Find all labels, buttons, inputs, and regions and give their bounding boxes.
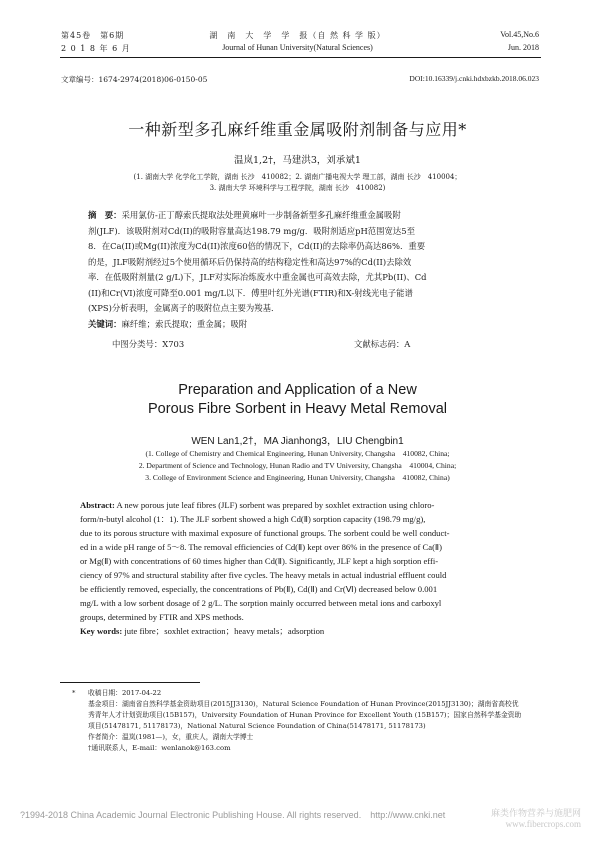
keywords-en-text: jute fibre；soxhlet extraction；heavy metals；adsorption <box>124 626 325 636</box>
fund-line: 基金项目：湖南省自然科学基金资助项目(2015JJ3130)，Natural Science Foundation of Hunan Province(2015JJ3130)；湖南省高校优 <box>88 700 519 708</box>
affiliation-en-line: 3. College of Environment Science and Engineering, Hunan University, Changsha 410082, China) <box>145 473 450 482</box>
journal-name-en: Journal of Hunan University(Natural Sciences) <box>222 43 373 52</box>
received-date: 收稿日期：2017-04-22 <box>88 689 162 697</box>
header-rule <box>60 57 541 58</box>
author-bio: 作者简介：温岚(1981—)，女，重庆人，湖南大学博士 <box>88 733 254 741</box>
abstract-cn-line: (XPS)分析表明，金属离子的吸附位点主要为羧基． <box>88 303 280 313</box>
keywords-en-label: Key words: <box>80 626 123 636</box>
title-en <box>40 381 555 419</box>
watermark <box>491 806 581 829</box>
authors-en: WEN Lan1,2†，MA Jianhong3，LIU Chengbin1 <box>191 436 404 447</box>
class-number: 中图分类号：X703 <box>112 339 185 349</box>
abstract-en-line: mg/L with a low sorbent dosage of 2 g/L. The sorption mainly occurred between metal ions and carboxyl <box>80 598 442 608</box>
abstract-cn-line: 剂(JLF)．该吸附剂对Cd(II)的吸附容量高达198.79 mg/g．吸附剂适应pH范围宽达5至 <box>88 225 416 236</box>
volume-issue-en: Vol.45,No.6 <box>500 30 539 39</box>
publication-date-cn: 2 0 1 8 年 6 月 <box>61 44 131 53</box>
copyright-footer: ?1994-2018 China Academic Journal Electronic Publishing House. All rights reserved. http://www.cnki.net <box>20 810 446 820</box>
affiliation-en-line: (1. College of Chemistry and Chemical Engineering, Hunan University, Changsha 410082, China; <box>145 449 450 458</box>
abstract-en <box>80 498 529 638</box>
publication-date-en: Jun. 2018 <box>507 43 539 52</box>
footnotes <box>88 688 548 754</box>
corresponding-author: †通讯联系人，E-mail：wenlanok@163.com <box>88 744 231 752</box>
watermark-url: www.fibercrops.com <box>505 819 581 829</box>
affiliations-cn <box>50 172 545 194</box>
document-code: 文献标志码：A <box>354 339 411 349</box>
fund-line: 项目(51478171, 51178173)，National Natural Science Foundation of China(51478171, 51178173) <box>88 722 426 730</box>
affiliations-en <box>40 448 555 484</box>
abstract-cn-line: 摘 要：采用氯仿-正丁醇索氏提取法处理黄麻叶一步制备新型多孔麻纤维重金属吸附 <box>88 210 401 220</box>
keywords-cn-text: 麻纤维；索氏提取；重金属；吸附 <box>121 318 248 329</box>
abstract-cn <box>88 208 511 332</box>
abstract-en-label: Abstract: <box>80 500 115 510</box>
volume-issue-cn: 第45卷 第6期 <box>61 31 125 40</box>
title-en-line: Preparation and Application of a New <box>178 382 417 398</box>
journal-name-cn: 湖 南 大 学 学 报（自 然 科 学 版） <box>209 31 386 40</box>
abstract-en-line: groups, determined by FTIR and XPS methods. <box>80 612 244 622</box>
keywords-cn-label: 关键词： <box>88 318 122 329</box>
affiliation-cn-line: (1. 湖南大学 化学化工学院，湖南 长沙 410082；2. 湖南广播电视大学 理工部，湖南 长沙 410004； <box>133 173 462 181</box>
fund-line: 秀青年人才计划资助项目(15B157)，University Foundation of Hunan Province for Excellent Youth (15B157)；国家自然科学基金资助 <box>88 711 522 719</box>
abstract-en-line: ed in a wide pH range of 5～8. The removal efficiencies of Cd(Ⅱ) kept over 86% in the presence of Ca(Ⅱ) <box>80 542 443 552</box>
watermark-cn: 麻类作物营养与施肥网 <box>490 809 581 819</box>
abstract-en-line: be efficiently removed, especially, the concentrations of Pb(Ⅱ), Cd(Ⅱ) and Cr(Ⅵ) decreased below 0.001 <box>80 584 438 594</box>
abstract-en-line: form/n-butyl alcohol (1：1). The JLF sorbent showed a high Cd(Ⅱ) sorption capacity (198.79 mg/g), <box>80 514 426 524</box>
affiliation-en-line: 2. Department of Science and Technology, Hunan Radio and TV University, Changsha 410004, China; <box>138 461 457 470</box>
abstract-cn-line: 率．在低吸附剂量(2 g/L)下，JLF对实际冶炼废水中重金属也可高效去除，尤其Pb(II)、Cd <box>88 272 427 282</box>
abstract-en-line: ciency of 97% and structural stability after five cycles. The heavy metals in actual industrial effluent could <box>80 570 447 580</box>
abstract-en-line: or Mg(Ⅱ) with concentrations of 60 times higher than Cd(Ⅱ). Significantly, JLF kept a high sorption effi- <box>80 556 439 566</box>
abstract-cn-line: 的是，JLF吸附剂经过5个使用循环后仍保持高的结构稳定性和高达97%的Cd(II)去除效 <box>88 256 412 267</box>
keywords-en <box>80 624 529 638</box>
footnote-rule <box>60 682 200 683</box>
abstract-en-line: Abstract: A new porous jute leaf fibres (JLF) sorbent was prepared by soxhlet extraction using chloro- <box>80 500 435 510</box>
abstract-cn-line: 8．在Ca(II)或Mg(II)浓度为Cd(II)浓度60倍的情况下，Cd(II)的去除率仍高达86%．重要 <box>88 241 426 251</box>
abstract-en-line: due to its porous structure with maximal exposure of functional groups. The sorbent could be well conduct- <box>80 528 450 538</box>
abstract-cn-label: 摘 要： <box>88 210 122 220</box>
article-number: 文章编号：1674-2974(2018)06-0150-05 <box>61 75 208 84</box>
authors-cn: 温岚1,2†，马建洪3，刘承斌1 <box>234 155 361 166</box>
abstract-cn-line: (II)和Cr(VI)浓度可降至0.001 mg/L以下．傅里叶红外光谱(FTIR)和X-射线光电子能谱 <box>88 287 413 298</box>
title-en-line: Porous Fibre Sorbent in Heavy Metal Removal <box>148 401 447 417</box>
title-cn: 一种新型多孔麻纤维重金属吸附剂制备与应用* <box>128 120 467 139</box>
keywords-cn <box>88 317 511 333</box>
footnote-star: * <box>72 689 76 697</box>
doi: DOI:10.16339/j.cnki.hdxbzkb.2018.06.023 <box>409 74 539 83</box>
affiliation-cn-line: 3. 湖南大学 环境科学与工程学院，湖南 长沙 410082) <box>209 184 386 192</box>
